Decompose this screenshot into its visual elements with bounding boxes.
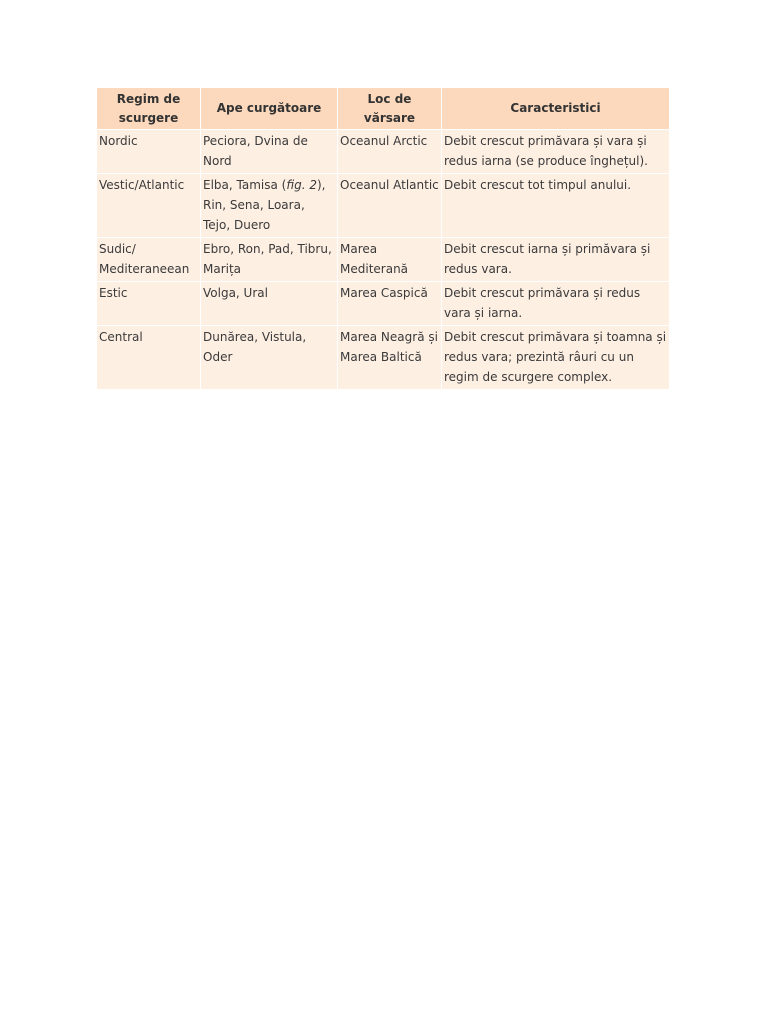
table-row — [97, 174, 670, 238]
cell-traits: Debit crescut iarna și primăvara și redus vara. — [442, 238, 670, 282]
cell-mouth: Marea Caspică — [338, 282, 442, 326]
cell-rivers — [201, 174, 338, 238]
cell-mouth: Oceanul Atlantic — [338, 174, 442, 238]
cell-rivers: Peciora, Dvina de Nord — [201, 130, 338, 174]
cell-rivers: Dunărea, Vistula, Oder — [201, 326, 338, 390]
cell-traits: Debit crescut tot timpul anului. — [442, 174, 670, 238]
cell-rivers: Ebro, Ron, Pad, Tibru, Marița — [201, 238, 338, 282]
header-mouth: Loc de vărsare — [338, 88, 442, 130]
cell-regime: Sudic/ Mediteraneean — [97, 238, 201, 282]
cell-traits: Debit crescut primăvara și vara și redus iarna (se produce înghețul). — [442, 130, 670, 174]
cell-rivers: Volga, Ural — [201, 282, 338, 326]
cell-traits: Debit crescut primăvara și toamna și redus vara; prezintă râuri cu un regim de scurgere complex. — [442, 326, 670, 390]
cell-regime: Vestic/Atlantic — [97, 174, 201, 238]
header-regime: Regim de scurgere — [97, 88, 201, 130]
header-rivers: Ape curgătoare — [201, 88, 338, 130]
river-regime-table — [96, 87, 670, 390]
table-row — [97, 238, 670, 282]
table-row — [97, 130, 670, 174]
table-header-row — [97, 88, 670, 130]
table-row — [97, 282, 670, 326]
cell-regime: Central — [97, 326, 201, 390]
cell-regime: Estic — [97, 282, 201, 326]
figure-reference: fig. 2 — [286, 178, 317, 192]
cell-mouth: Marea Neagră și Marea Baltică — [338, 326, 442, 390]
table-row — [97, 326, 670, 390]
header-traits: Caracteristici — [442, 88, 670, 130]
rivers-text-before: Elba, Tamisa ( — [203, 178, 287, 192]
rivers-text-after: ), Rin, Sena, Loara, Tejo, Duero — [203, 178, 326, 232]
cell-traits: Debit crescut primăvara și redus vara și iarna. — [442, 282, 670, 326]
cell-mouth: Oceanul Arctic — [338, 130, 442, 174]
cell-mouth: Marea Mediterană — [338, 238, 442, 282]
cell-regime: Nordic — [97, 130, 201, 174]
